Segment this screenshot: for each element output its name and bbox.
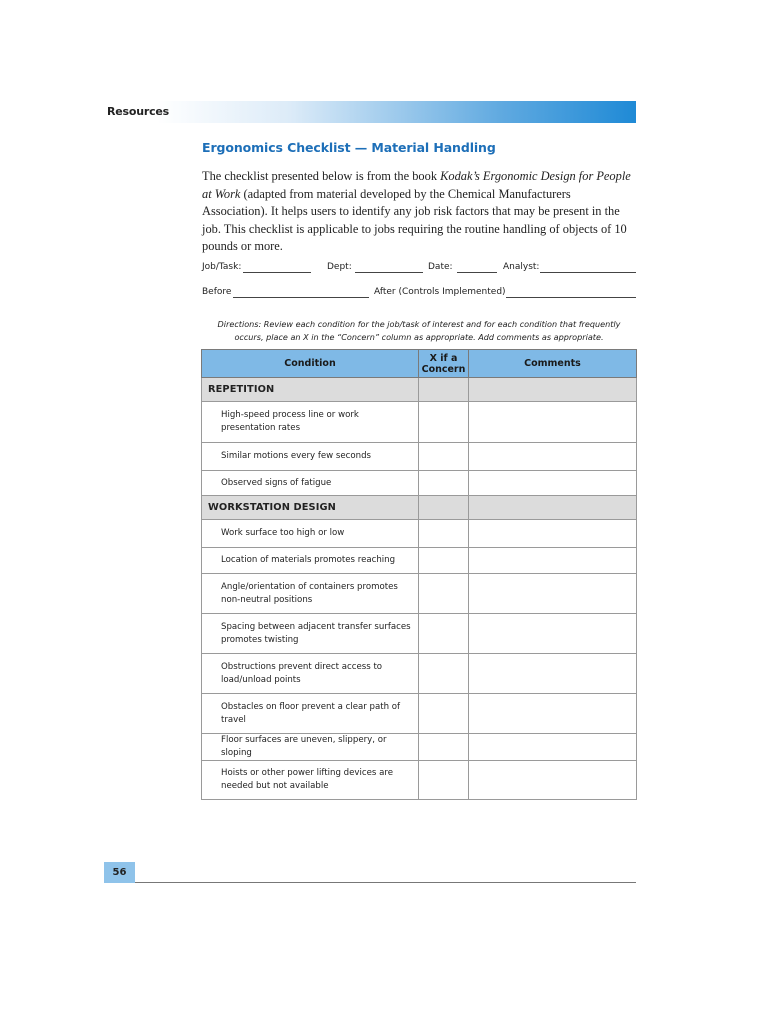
condition-header: Condition [202,350,419,378]
table-row [202,548,637,574]
concern-cell[interactable] [419,443,469,471]
section-title: REPETITION [202,378,419,402]
condition-cell: Work surface too high or low [202,520,419,548]
condition-cell: Floor surfaces are uneven, slippery, or sloping [202,734,419,761]
header-bar [104,101,636,123]
form-row-job [202,262,636,276]
before-field[interactable] [233,297,369,298]
condition-cell: Angle/orientation of containers promotes non-neutral positions [202,574,419,614]
concern-cell[interactable] [419,734,469,761]
comments-cell[interactable] [469,654,637,694]
date-label: Date: [428,262,453,272]
job-task-field[interactable] [243,272,311,273]
intro-text-1: The checklist presented below is from the book [202,169,441,183]
comments-cell[interactable] [469,761,637,800]
section-row [202,496,637,520]
analyst-field[interactable] [540,272,636,273]
concern-cell[interactable] [419,548,469,574]
table-header-row [202,350,637,378]
form-row-before-after [202,287,636,301]
concern-header-line2: Concern [421,363,466,375]
comments-cell[interactable] [469,574,637,614]
concern-cell[interactable] [419,574,469,614]
intro-text-2: (adapted from material developed by the Chemical Manufacturers Association). It helps users to identify any job risk factors that may be present in the job. This checklist is applicable to jobs requiring the routine handling of objects of 10 pounds or more. [202,186,627,253]
section-comments-cell [469,378,637,402]
condition-cell: Location of materials promotes reaching [202,548,419,574]
comments-header: Comments [469,350,637,378]
directions-text: Directions: Review each condition for the job/task of interest and for each condition that frequently occurs, place an X in the “Concern” column as appropriate. Add comments as appropriate. [217,319,621,342]
dept-label: Dept: [327,262,352,272]
comments-cell[interactable] [469,548,637,574]
table-row [202,734,637,761]
comments-cell[interactable] [469,402,637,443]
analyst-label: Analyst: [503,262,540,272]
condition-cell: Obstacles on floor prevent a clear path of travel [202,694,419,734]
page-title: Ergonomics Checklist — Material Handling [202,140,496,155]
table-row [202,443,637,471]
footer-rule [135,882,636,883]
table-row [202,614,637,654]
concern-cell[interactable] [419,402,469,443]
condition-cell: Obstructions prevent direct access to load/unload points [202,654,419,694]
section-label: Resources [107,105,170,118]
after-field[interactable] [506,297,636,298]
condition-cell: Hoists or other power lifting devices are needed but not available [202,761,419,800]
concern-header [419,350,469,378]
job-task-label: Job/Task: [202,262,242,272]
checklist-table [201,349,637,800]
page-number: 56 [104,862,135,883]
section-row [202,378,637,402]
concern-cell[interactable] [419,614,469,654]
comments-cell[interactable] [469,614,637,654]
concern-cell[interactable] [419,520,469,548]
condition-cell: High-speed process line or work presentation rates [202,402,419,443]
before-label: Before [202,287,232,297]
condition-cell: Observed signs of fatigue [202,471,419,496]
condition-cell: Spacing between adjacent transfer surfaces promotes twisting [202,614,419,654]
concern-cell[interactable] [419,694,469,734]
table-row [202,694,637,734]
table-row [202,402,637,443]
condition-cell: Similar motions every few seconds [202,443,419,471]
comments-cell[interactable] [469,694,637,734]
section-concern-cell [419,496,469,520]
after-label: After (Controls Implemented) [374,287,506,297]
intro-book-title: Kodak’s Ergonomic Design for People at Work [202,169,631,201]
concern-cell[interactable] [419,471,469,496]
table-row [202,520,637,548]
table-row [202,471,637,496]
intro-paragraph [202,168,638,256]
dept-field[interactable] [355,272,423,273]
section-concern-cell [419,378,469,402]
section-comments-cell [469,496,637,520]
concern-header-line1: X if a [429,352,458,364]
concern-cell[interactable] [419,654,469,694]
comments-cell[interactable] [469,734,637,761]
comments-cell[interactable] [469,520,637,548]
table-row [202,654,637,694]
table-row [202,574,637,614]
date-field[interactable] [457,272,497,273]
table-row [202,761,637,800]
comments-cell[interactable] [469,443,637,471]
concern-cell[interactable] [419,761,469,800]
comments-cell[interactable] [469,471,637,496]
section-title: WORKSTATION DESIGN [202,496,419,520]
